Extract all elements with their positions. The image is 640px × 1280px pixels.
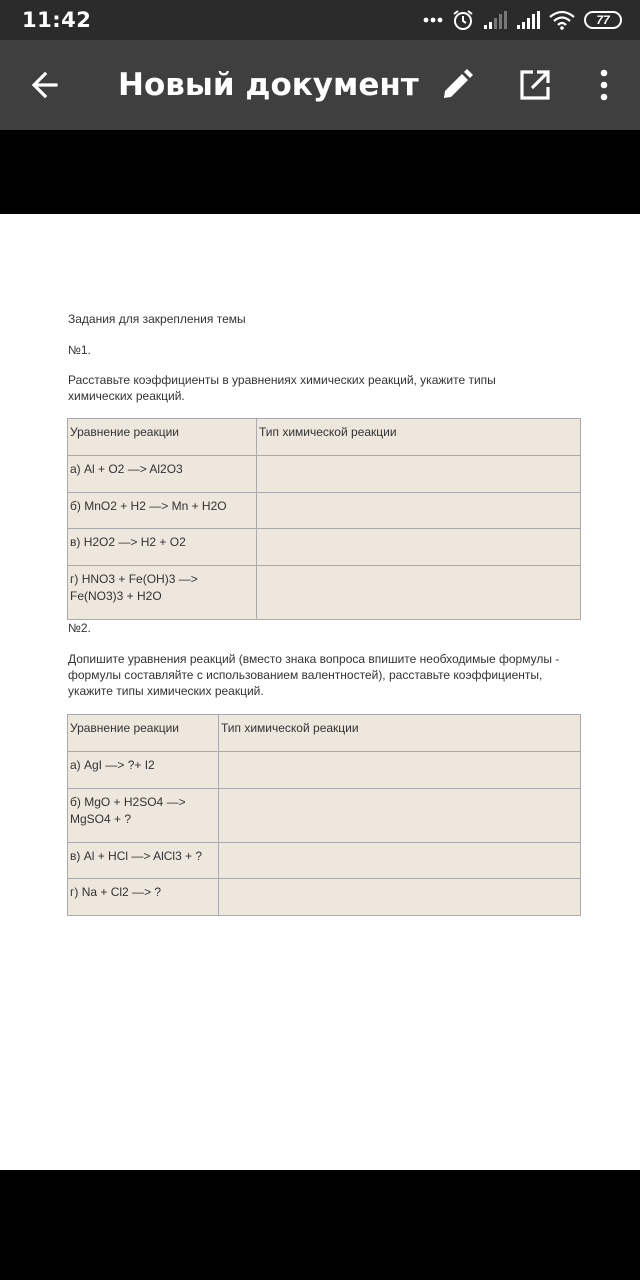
column-header-type: Тип химической реакции [257, 419, 581, 456]
table-row [68, 566, 581, 620]
type-cell[interactable] [257, 456, 581, 493]
table-row [68, 843, 581, 879]
app-bar [0, 40, 640, 130]
equation-cell: в) Al + HCl —> AlCl3 + ? [68, 843, 219, 879]
back-arrow-icon[interactable] [26, 65, 66, 105]
task2-number: №2. [68, 621, 91, 635]
column-header-type: Тип химической реакции [219, 715, 581, 752]
table-row [68, 456, 581, 493]
equation-cell: а) Al + O2 —> Al2O3 [68, 456, 257, 493]
task1-instruction: Расставьте коэффициенты в уравнениях химических реакций, укажите типы химических реакций. [68, 373, 496, 403]
task2-table [67, 714, 581, 916]
type-cell[interactable] [257, 566, 581, 620]
type-cell[interactable] [219, 752, 581, 789]
type-cell[interactable] [257, 529, 581, 566]
table-row [68, 752, 581, 789]
equation-cell: в) H2O2 —> H2 + O2 [68, 529, 257, 566]
equation-cell: б) MnO2 + H2 —> Mn + H2O [68, 493, 257, 529]
table-row [68, 529, 581, 566]
open-external-icon[interactable] [515, 65, 555, 105]
status-bar [0, 0, 640, 40]
alarm-icon [452, 9, 474, 31]
task1-table [67, 418, 581, 620]
battery-level: 77 [596, 13, 610, 27]
task2-instruction: Допишите уравнения реакций (вместо знака вопроса впишите необходимые формулы - формулы составляйте с использованием валентностей), расставьте коэффициенты, укажите типы химических реакций. [68, 652, 560, 698]
status-icons [414, 8, 622, 32]
type-cell[interactable] [219, 789, 581, 843]
wifi-icon [549, 10, 575, 30]
more-dots-icon [423, 16, 443, 24]
table-row [68, 789, 581, 843]
signal-icon [516, 10, 540, 30]
equation-cell: а) AgI —> ?+ I2 [68, 752, 219, 789]
document-title: Новый документ [118, 67, 419, 103]
status-time: 11:42 [22, 8, 92, 32]
type-cell[interactable] [219, 879, 581, 916]
type-cell[interactable] [257, 493, 581, 529]
more-vert-icon[interactable] [589, 65, 619, 105]
bottom-black-area [0, 1170, 640, 1280]
signal-icon [483, 10, 507, 30]
equation-cell: б) MgO + H2SO4 —> MgSO4 + ? [68, 789, 219, 843]
edit-pencil-icon[interactable] [437, 65, 477, 105]
column-header-equation: Уравнение реакции [68, 419, 257, 456]
document-page [0, 214, 640, 1170]
task1-number: №1. [68, 343, 91, 357]
table-header-row [68, 715, 581, 752]
table-row [68, 879, 581, 916]
equation-cell: г) Na + Cl2 —> ? [68, 879, 219, 916]
column-header-equation: Уравнение реакции [68, 715, 219, 752]
table-row [68, 493, 581, 529]
document-heading: Задания для закрепления темы [68, 312, 246, 326]
type-cell[interactable] [219, 843, 581, 879]
equation-cell: г) HNO3 + Fe(OH)3 —> Fe(NO3)3 + H2O [68, 566, 257, 620]
table-header-row [68, 419, 581, 456]
battery-icon [584, 11, 622, 29]
